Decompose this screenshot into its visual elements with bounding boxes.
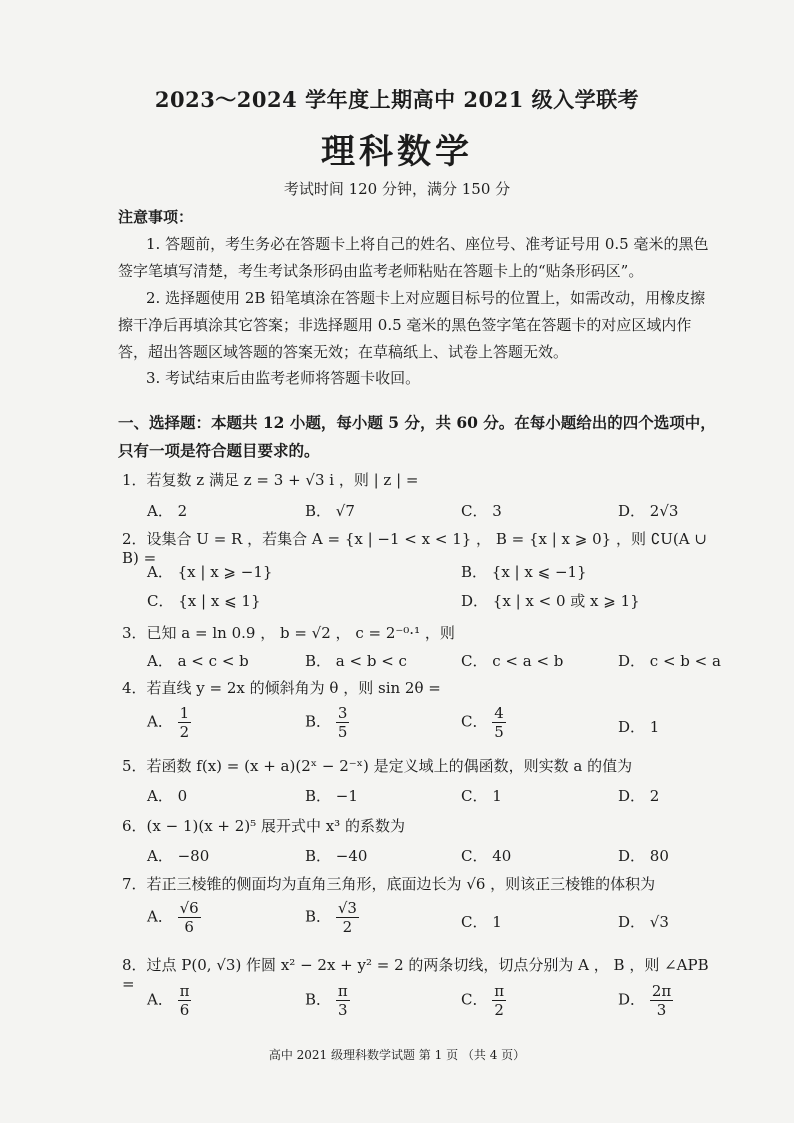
option-a bbox=[147, 899, 201, 936]
option-d-label: D． bbox=[618, 990, 646, 1009]
option-c: C． 1 bbox=[461, 787, 502, 805]
section-title: 一、选择题：本题共 12 小题，每小题 5 分，共 60 分。在每小题给出的四个选项中，只有一项是符合题目要求的。 bbox=[118, 413, 716, 460]
option-c: C． 40 bbox=[461, 847, 512, 865]
option-b-label: B． bbox=[305, 907, 332, 926]
option-d: D． 2 bbox=[618, 787, 660, 805]
option-b: B． a < b < c bbox=[305, 652, 407, 670]
option-d: D． 2√3 bbox=[618, 502, 679, 520]
fraction bbox=[336, 899, 359, 936]
denominator: 5 bbox=[494, 723, 504, 741]
exam-title: 2023～2024 学年度上期高中 2021 级入学联考 bbox=[154, 87, 640, 112]
option-a: A． 0 bbox=[147, 787, 188, 805]
denominator: 3 bbox=[337, 1001, 348, 1019]
numerator: √6 bbox=[179, 899, 199, 917]
option-d: D． √3 bbox=[618, 913, 669, 931]
option-d: D． c < b < a bbox=[618, 652, 721, 670]
option-b-label: B． bbox=[305, 712, 332, 731]
fraction bbox=[178, 982, 192, 1019]
option-d bbox=[618, 982, 673, 1019]
numerator: 3 bbox=[337, 704, 348, 722]
question-3-stem: 3．已知 a = ln 0.9 ， b = √2 ， c = 2⁻⁰·¹ ，则 bbox=[122, 624, 455, 642]
option-b bbox=[305, 982, 350, 1019]
numerator: π bbox=[494, 982, 505, 1000]
option-a bbox=[147, 704, 191, 741]
option-c-label: C． bbox=[461, 712, 488, 731]
option-a-label: A． bbox=[147, 712, 173, 731]
fraction bbox=[178, 704, 192, 741]
fraction bbox=[336, 704, 350, 741]
fraction bbox=[650, 982, 673, 1019]
fraction bbox=[336, 982, 350, 1019]
option-a: A． 2 bbox=[147, 502, 188, 520]
option-c: C． c < a < b bbox=[461, 652, 564, 670]
numerator: 1 bbox=[179, 704, 190, 722]
option-c bbox=[461, 704, 506, 741]
denominator: 6 bbox=[184, 918, 194, 936]
note-3: 3. 考试结束后由监考老师将答题卡收回。 bbox=[146, 369, 421, 387]
fraction bbox=[178, 899, 201, 936]
question-7-stem: 7．若正三棱锥的侧面均为直角三角形，底面边长为 √6 ，则该正三棱锥的体积为 bbox=[122, 875, 656, 893]
option-b bbox=[305, 899, 359, 936]
option-c: C． 1 bbox=[461, 913, 502, 931]
subject-title: 理科数学 bbox=[321, 132, 473, 172]
option-b: B． √7 bbox=[305, 502, 355, 520]
option-b bbox=[305, 704, 349, 741]
question-6-stem: 6．(x − 1)(x + 2)⁵ 展开式中 x³ 的系数为 bbox=[122, 817, 405, 835]
question-4-stem: 4．若直线 y = 2x 的倾斜角为 θ ，则 sin 2θ = bbox=[122, 679, 441, 697]
denominator: 6 bbox=[179, 1001, 190, 1019]
option-a: A． a < c < b bbox=[147, 652, 249, 670]
option-b: B． −40 bbox=[305, 847, 368, 865]
fraction bbox=[492, 704, 506, 741]
option-d: D． 80 bbox=[618, 847, 669, 865]
denominator: 5 bbox=[337, 723, 348, 741]
notes-title: 注意事项： bbox=[118, 208, 194, 226]
note-2: 2. 选择题使用 2B 铅笔填涂在答题卡上对应题目标号的位置上，如需改动，用橡皮擦擦干净后再填涂其它答案；非选择题用 0.5 毫米的黑色签字笔在答题卡的对应区域内作答，超出答题区域答题的答案无效；在草稿纸上、试卷上答题无效。 bbox=[118, 289, 706, 361]
option-a: A． {x | x ⩾ −1} bbox=[147, 563, 273, 581]
fraction bbox=[492, 982, 506, 1019]
question-8-stem: 8．过点 P(0, √3) 作圆 x² − 2x + y² = 2 的两条切线，切点分别为 A ， B ，则 ∠APB = bbox=[122, 956, 709, 993]
page-footer: 高中 2021 级理科数学试题 第 1 页 （共 4 页） bbox=[268, 1048, 526, 1062]
option-c: C． 3 bbox=[461, 502, 502, 520]
numerator: π bbox=[179, 982, 190, 1000]
option-b: B． {x | x ⩽ −1} bbox=[461, 563, 587, 581]
question-1-stem: 1．若复数 z 满足 z = 3 + √3 i ，则 | z | = bbox=[122, 471, 419, 489]
option-a-label: A． bbox=[147, 990, 173, 1009]
option-c: C． {x | x ⩽ 1} bbox=[147, 592, 261, 610]
question-2-stem: 2．设集合 U = R ，若集合 A = {x | −1 < x < 1} ， B = {x | x ⩾ 0} ，则 ∁U(A ∪ B) = bbox=[122, 530, 707, 567]
denominator: 2 bbox=[342, 918, 353, 936]
numerator: √3 bbox=[337, 899, 357, 917]
option-b-label: B． bbox=[305, 990, 332, 1009]
option-c bbox=[461, 982, 506, 1019]
option-b: B． −1 bbox=[305, 787, 358, 805]
option-a-label: A． bbox=[147, 907, 173, 926]
option-a: A． −80 bbox=[147, 847, 210, 865]
denominator: 2 bbox=[179, 723, 190, 741]
option-c-label: C． bbox=[461, 990, 488, 1009]
numerator: π bbox=[337, 982, 348, 1000]
option-d: D． 1 bbox=[618, 718, 660, 736]
numerator: 2π bbox=[651, 982, 672, 1000]
denominator: 2 bbox=[494, 1001, 504, 1019]
denominator: 3 bbox=[656, 1001, 667, 1019]
note-1: 1. 答题前，考生务必在答题卡上将自己的姓名、座位号、准考证号用 0.5 毫米的黑色签字笔填写清楚，考生考试条形码由监考老师粘贴在答题卡上的“贴条形码区”。 bbox=[118, 235, 709, 280]
question-5-stem: 5．若函数 f(x) = (x + a)(2ˣ − 2⁻ˣ) 是定义域上的偶函数，则实数 a 的值为 bbox=[122, 757, 633, 775]
exam-info: 考试时间 120 分钟，满分 150 分 bbox=[283, 180, 511, 198]
numerator: 4 bbox=[494, 704, 504, 722]
option-a bbox=[147, 982, 191, 1019]
option-d: D． {x | x < 0 或 x ⩾ 1} bbox=[461, 592, 640, 610]
